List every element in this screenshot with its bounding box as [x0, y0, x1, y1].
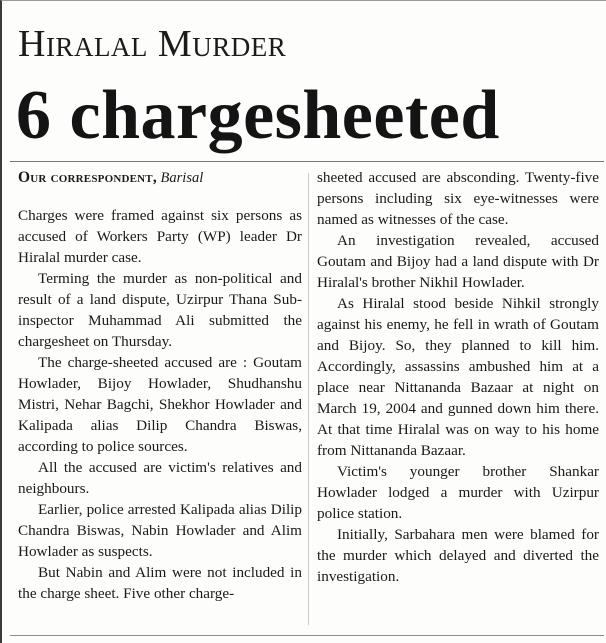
byline [18, 167, 302, 189]
paragraph: Earlier, police arrested Kalipada alias Dilip Chandra Biswas, Nabin Howlader and Alim Howlader as suspects. [18, 501, 302, 560]
article-kicker: Hiralal Murder [18, 23, 287, 65]
paragraph: But Nabin and Alim were not included in the charge sheet. Five other charge- [18, 564, 302, 602]
paragraph: All the accused are victim's relatives and neighbours. [18, 459, 302, 497]
paragraph: As Hiralal stood beside Nihkil strongly against his enemy, he fell in wrath of Goutam and Bijoy. So, they planned to kill him. Accordingly, assassins ambushed him at a place near Nittananda Bazaar at night on March 19, 2004 and gunned down him there. At that time Hiralal was on way to his home from Nittananda Bazaar. [317, 295, 599, 459]
bottom-rule [10, 635, 604, 636]
column-right [317, 167, 599, 587]
column-left [18, 167, 302, 604]
headline-rule [10, 161, 604, 162]
paragraph: Victim's younger brother Shankar Howlader lodged a murder with Uzirpur police station. [317, 463, 599, 522]
article-headline: 6 chargesheeted [16, 77, 500, 154]
byline-author: Our correspondent, [18, 169, 157, 186]
column-divider [308, 173, 309, 625]
paragraph: Initially, Sarbahara men were blamed for the murder which delayed and diverted the investigation. [317, 526, 599, 585]
paragraph: sheeted accused are absconding. Twenty-five persons including six eye-witnesses were named as witnesses of the case. [317, 169, 599, 228]
paragraph: The charge-sheeted accused are : Goutam Howlader, Bijoy Howlader, Shudhanshu Mistri, Nehar Bagchi, Shekhor Howlader and Kalipada alias Dilip Chandra Biswas, according to police sources. [18, 354, 302, 455]
byline-location: Barisal [160, 170, 204, 186]
paragraph: Terming the murder as non-political and result of a land dispute, Uzirpur Thana Sub-inspector Muhammad Ali submitted the chargesheet on Thursday. [18, 270, 302, 350]
paragraph: An investigation revealed, accused Goutam and Bijoy had a land dispute with Dr Hiralal's brother Nikhil Howlader. [317, 232, 599, 291]
paragraph: Charges were framed against six persons as accused of Workers Party (WP) leader Dr Hiralal murder case. [18, 207, 302, 266]
